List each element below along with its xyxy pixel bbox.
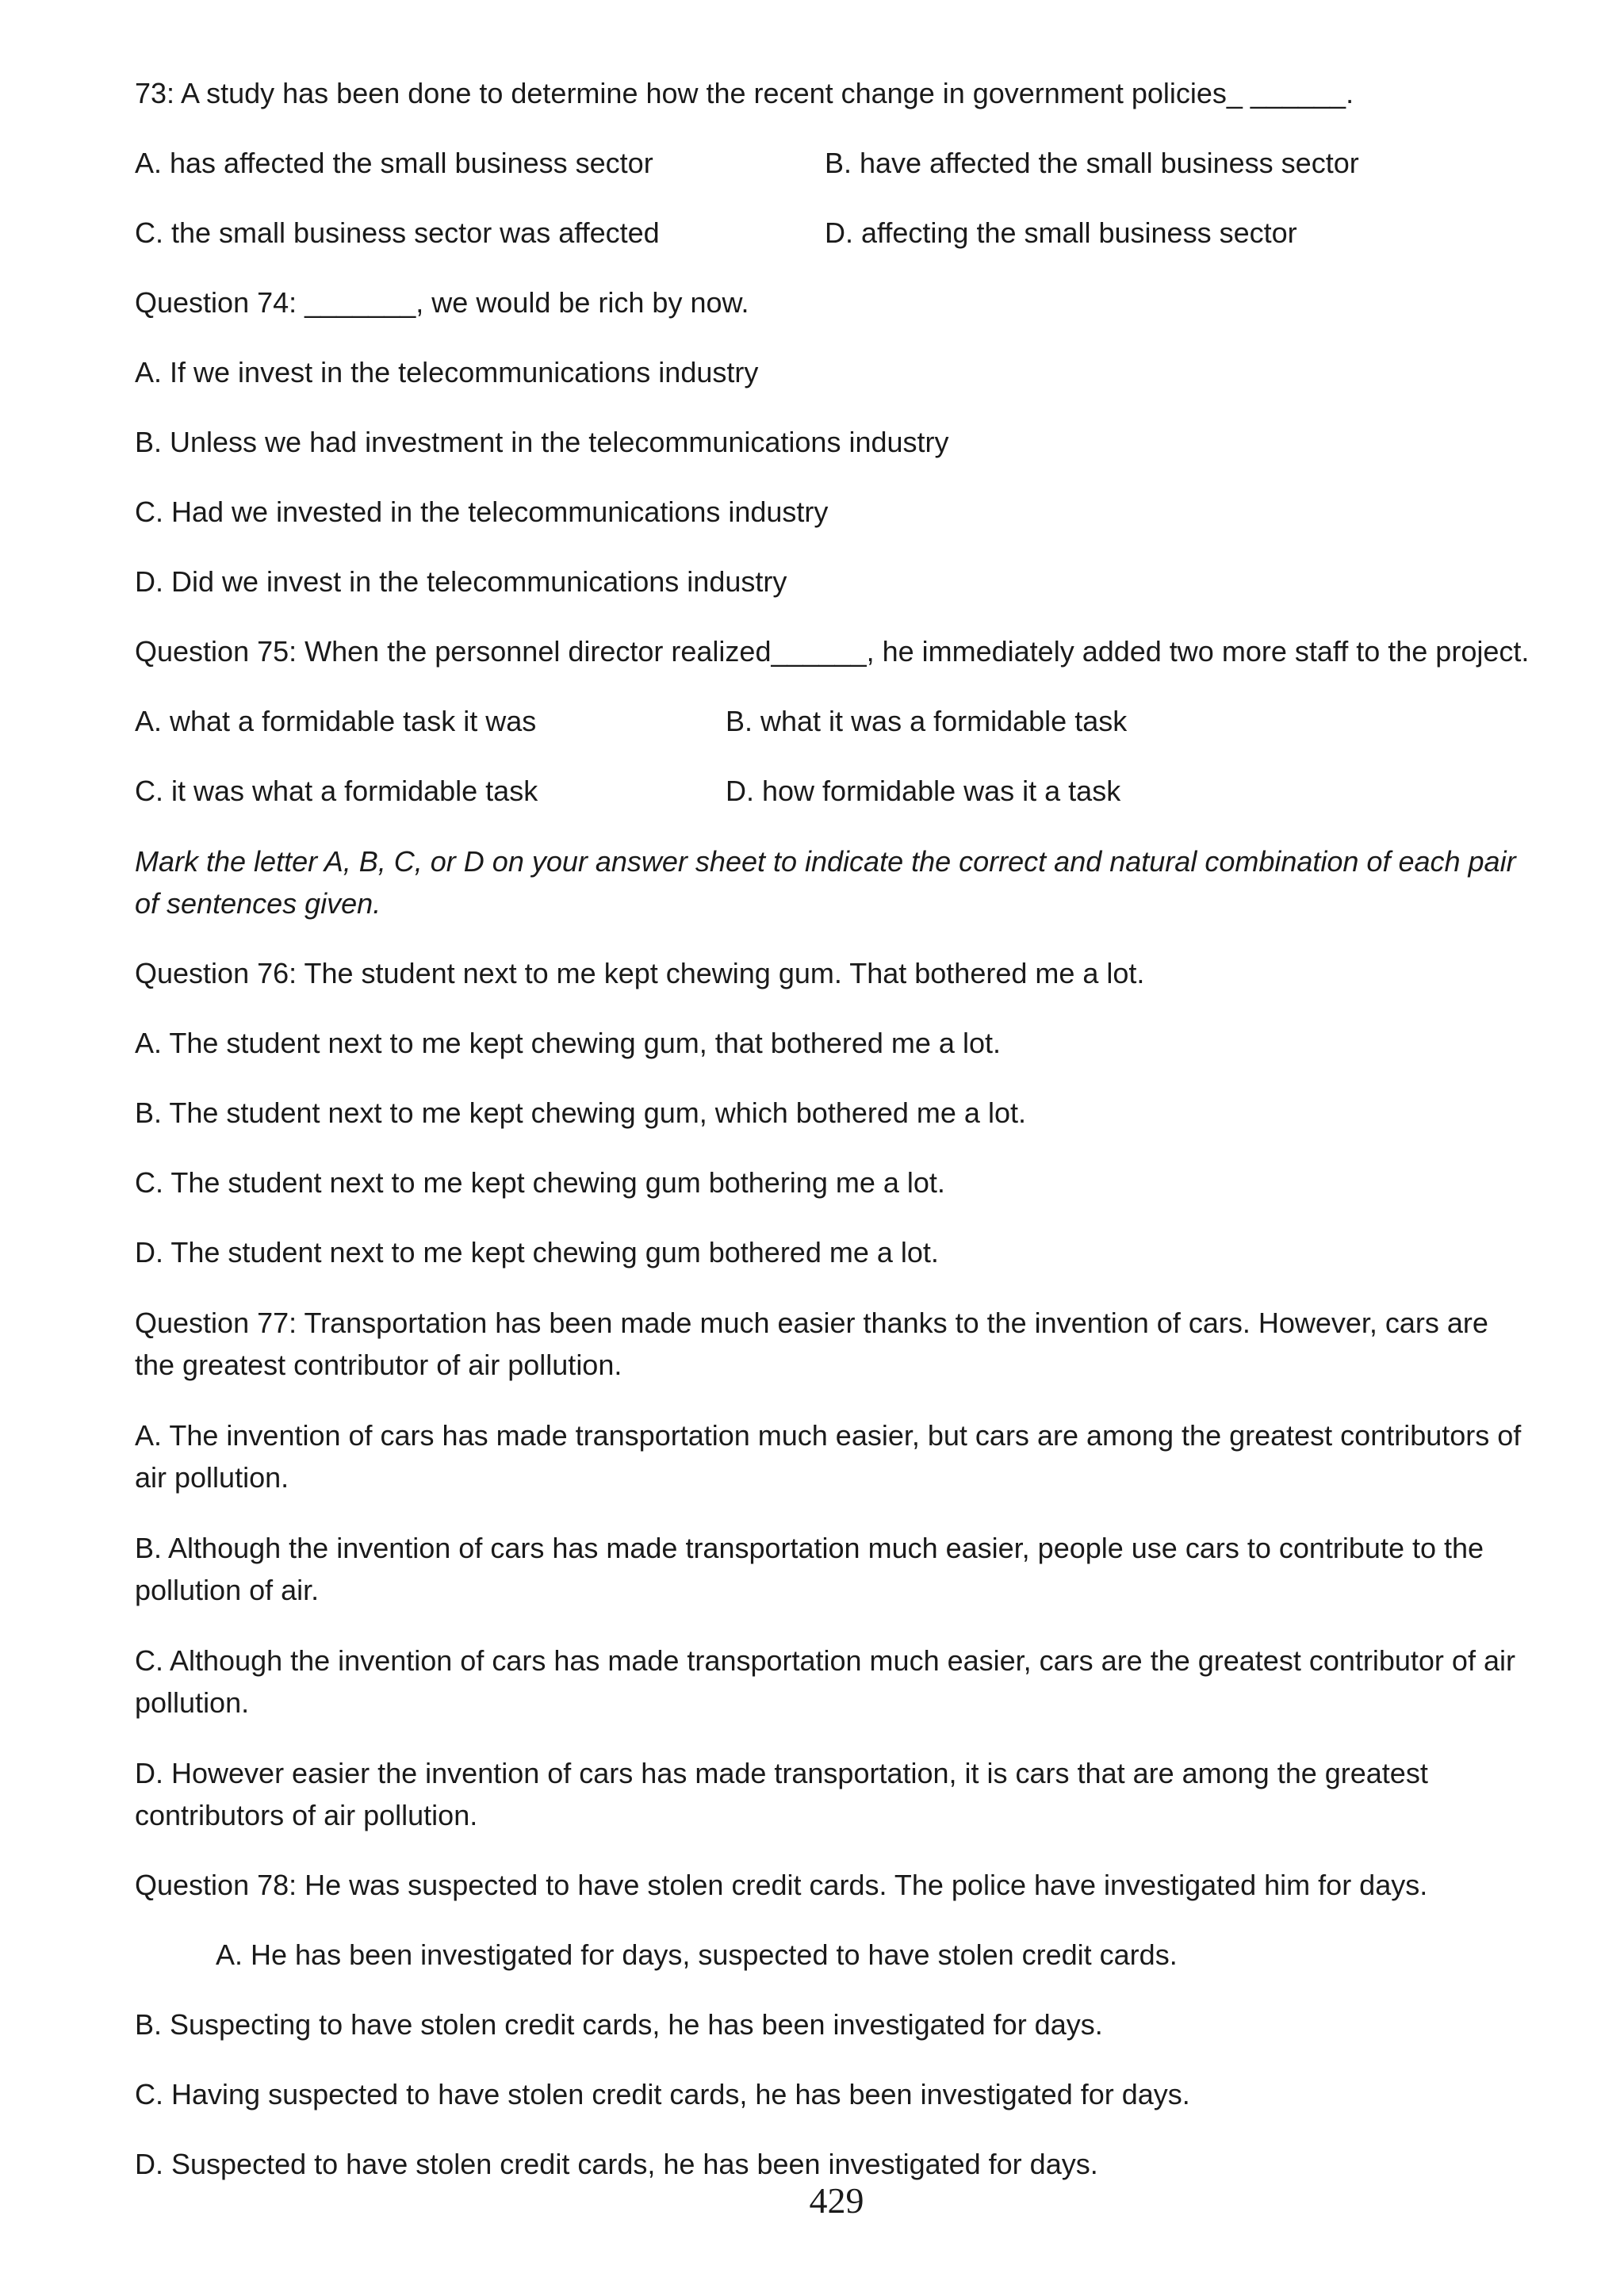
question-77-option-d: D. However easier the invention of cars has made transportation, it is cars that are among the greatest contributors of air pollution. — [135, 1757, 1428, 1831]
question-74-option-b: B. Unless we had investment in the telecommunications industry — [135, 426, 949, 458]
question-78-stem: Question 78: He was suspected to have stolen credit cards. The police have investigated him for days. — [135, 1869, 1428, 1901]
question-73-stem: 73: A study has been done to determine how the recent change in government policies_ ______. — [135, 77, 1354, 109]
page-number: 429 — [809, 2180, 864, 2221]
question-76-option-b: B. The student next to me kept chewing gum, which bothered me a lot. — [135, 1096, 1026, 1129]
question-75-option-a: A. what a formidable task it was — [135, 705, 537, 737]
question-73-option-d: D. affecting the small business sector — [825, 216, 1297, 249]
question-77-stem: Question 77: Transportation has been made much easier thanks to the invention of cars. However, cars are the greatest contributor of air pollution. — [135, 1307, 1488, 1381]
question-76-option-d: D. The student next to me kept chewing gum bothered me a lot. — [135, 1236, 939, 1269]
question-76-stem: Question 76: The student next to me kept chewing gum. That bothered me a lot. — [135, 957, 1145, 989]
question-76-option-c: C. The student next to me kept chewing gum bothering me a lot. — [135, 1166, 945, 1199]
question-78-option-b: B. Suspecting to have stolen credit cards, he has been investigated for days. — [135, 2008, 1103, 2041]
question-77-option-a: A. The invention of cars has made transportation much easier, but cars are among the greatest contributors of air pollution. — [135, 1419, 1522, 1494]
question-73-option-c: C. the small business sector was affected — [135, 216, 660, 249]
question-74-stem: Question 74: _______, we would be rich by now. — [135, 286, 749, 319]
question-75-option-b: B. what it was a formidable task — [726, 705, 1128, 737]
question-74-option-d: D. Did we invest in the telecommunications industry — [135, 565, 787, 598]
question-77-option-b: B. Although the invention of cars has made transportation much easier, people use cars to contribute to the pollution of air. — [135, 1532, 1484, 1606]
question-78-option-a: A. He has been investigated for days, suspected to have stolen credit cards. — [216, 1938, 1178, 1971]
question-73-option-a: A. has affected the small business sector — [135, 147, 653, 179]
question-78-option-c: C. Having suspected to have stolen credit cards, he has been investigated for days. — [135, 2078, 1190, 2110]
question-78-option-d: D. Suspected to have stolen credit cards, he has been investigated for days. — [135, 2148, 1098, 2180]
question-77-option-c: C. Although the invention of cars has made transportation much easier, cars are the greatest contributor of air pollution. — [135, 1644, 1515, 1719]
section-instruction: Mark the letter A, B, C, or D on your answer sheet to indicate the correct and natural combination of each pair of sentences given. — [135, 845, 1516, 920]
question-73-option-b: B. have affected the small business sector — [825, 147, 1359, 179]
question-74-option-a: A. If we invest in the telecommunications industry — [135, 356, 759, 388]
question-75-option-d: D. how formidable was it a task — [726, 775, 1121, 807]
question-74-option-c: C. Had we invested in the telecommunications industry — [135, 496, 829, 528]
question-75-stem: Question 75: When the personnel director realized______, he immediately added two more staff to the project. — [135, 635, 1530, 668]
question-76-option-a: A. The student next to me kept chewing gum, that bothered me a lot. — [135, 1027, 1001, 1059]
question-75-option-c: C. it was what a formidable task — [135, 775, 538, 807]
